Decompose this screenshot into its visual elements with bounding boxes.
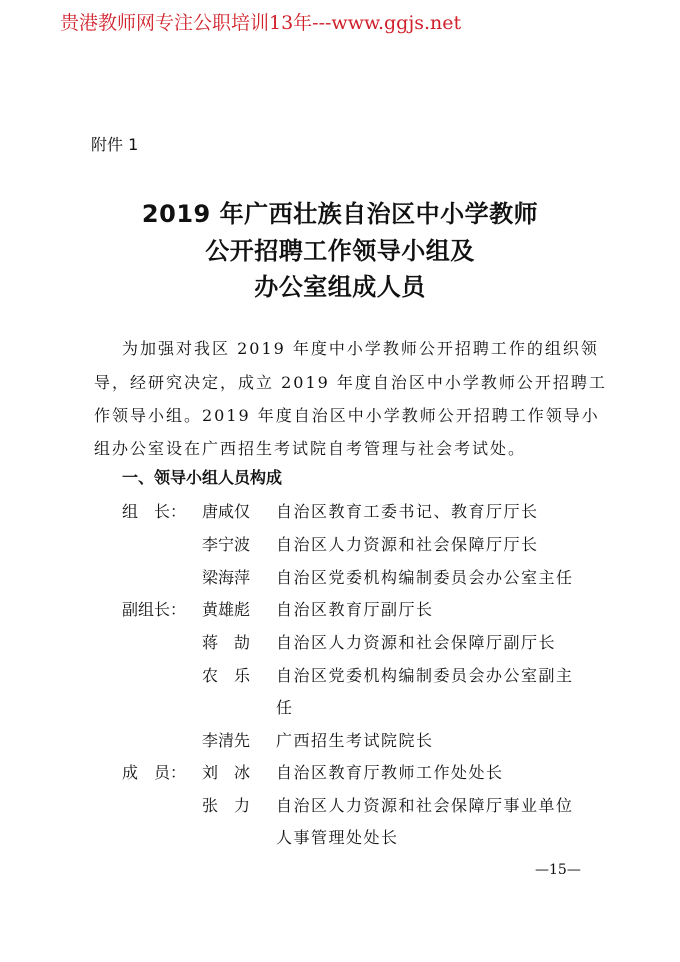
member-name: 梁海萍	[202, 568, 251, 587]
member-name: 刘 冰	[202, 763, 251, 782]
member-position: 自治区教育厅副厅长	[276, 600, 434, 619]
role-label-staff: 成 员：	[122, 763, 187, 782]
member-position: 自治区人力资源和社会保障厅副厅长	[276, 633, 557, 652]
member-position-continued: 任	[276, 698, 294, 717]
member-name: 李清先	[202, 731, 251, 750]
member-position: 自治区人力资源和社会保障厅厅长	[276, 535, 539, 554]
page-title-line-2: 公开招聘工作领导小组及	[205, 237, 475, 265]
member-name: 蒋 劼	[202, 633, 251, 652]
intro-paragraph-line: 作领导小组。2019 年度自治区中小学教师公开招聘工作领导小	[94, 406, 600, 425]
intro-paragraph-line: 组办公室设在广西招生考试院自考管理与社会考试处。	[94, 439, 527, 458]
member-name: 农 乐	[202, 666, 251, 685]
watermark-banner: 贵港教师网专注公职培训13年---www.ggjs.net	[60, 12, 462, 34]
role-label-deputy: 副组长：	[122, 600, 187, 619]
member-position: 自治区教育厅教师工作处处长	[276, 763, 504, 782]
attachment-label: 附件 1	[91, 135, 139, 154]
member-position: 自治区党委机构编制委员会办公室副主	[276, 666, 574, 685]
member-position: 广西招生考试院院长	[276, 731, 434, 750]
member-name: 李宁波	[202, 535, 251, 554]
role-label-head: 组 长：	[122, 502, 187, 521]
page-number: —15—	[535, 862, 581, 878]
member-position: 自治区人力资源和社会保障厅事业单位	[276, 796, 574, 815]
member-name: 唐咸仅	[202, 502, 251, 521]
member-position: 自治区教育工委书记、教育厅厅长	[276, 502, 539, 521]
member-position: 自治区党委机构编制委员会办公室主任	[276, 568, 574, 587]
member-position-continued: 人事管理处处长	[276, 828, 399, 847]
intro-paragraph-line: 为加强对我区 2019 年度中小学教师公开招聘工作的组织领	[122, 339, 599, 358]
page-title-line-3: 办公室组成人员	[254, 273, 426, 301]
member-name: 张 力	[202, 796, 251, 815]
member-name: 黄雄彪	[202, 600, 251, 619]
section-heading: 一、领导小组人员构成	[122, 468, 283, 487]
intro-paragraph-line: 导，经研究决定，成立 2019 年度自治区中小学教师公开招聘工	[94, 373, 607, 392]
page-title-line-1: 2019 年广西壮族自治区中小学教师	[141, 200, 539, 228]
